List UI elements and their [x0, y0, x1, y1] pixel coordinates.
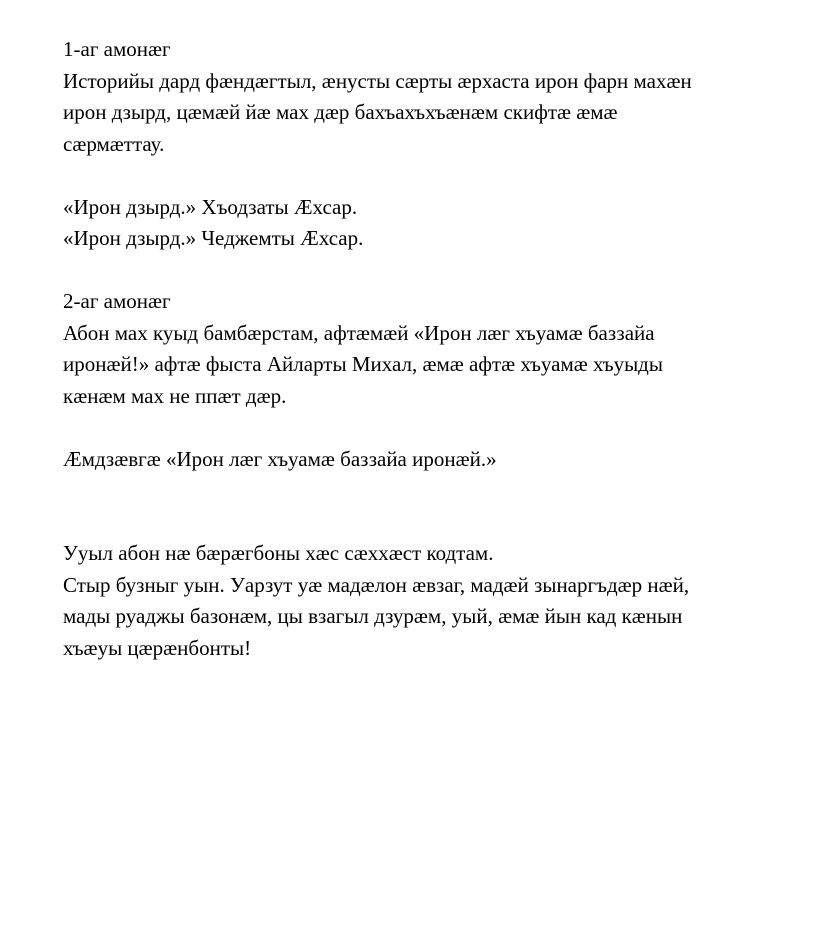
closing-line: хъæуы цæрæнбонты!: [63, 635, 252, 660]
closing-line: Стыр бузныг уын. Уарзут уæ мадæлон æвзаг, мадæй зынаргъдæр нæй,: [63, 572, 690, 597]
section-1-line: Историйы дард фæндæгтыл, æнусты сæрты æрхаста ирон фарн махæн: [63, 68, 692, 93]
blank-line: [63, 412, 803, 444]
section-1-line: сæрмæттау.: [63, 131, 165, 156]
section-2-line: иронæй!» афтæ фыста Айларты Михал, æмæ афтæ хъуамæ хъуыды: [63, 352, 663, 376]
motto-line: Æмдзæвгæ «Ирон лæг хъуамæ баззайа иронæй.»: [63, 446, 497, 471]
closing-line: мады руаджы базонæм, цы взагыл дзурæм, уый, æмæ йын кад кæнын: [63, 604, 683, 628]
section-2-line: кæнæм мах не ппæт дæр.: [63, 383, 287, 408]
section-2-heading: 2-аг амонæг: [63, 289, 171, 313]
section-1-line: ирон дзырд, цæмæй йæ мах дæр бахъахъхъæнæм скифтæ æмæ: [63, 100, 618, 124]
blank-line: [63, 475, 803, 507]
document-page: [63, 34, 803, 664]
blank-line: [63, 160, 803, 192]
quote-line: «Ирон дзырд.» Хъодзаты Æхсар.: [63, 194, 358, 219]
blank-line: [63, 507, 803, 539]
section-1-heading: 1-аг амонæг: [63, 37, 171, 61]
section-2-line: Абон мах куыд бамбæрстам, афтæмæй «Ирон лæг хъуамæ баззайа: [63, 320, 655, 345]
quote-line: «Ирон дзырд.» Чеджемты Æхсар.: [63, 226, 364, 250]
blank-line: [63, 255, 803, 287]
closing-line: Ууыл абон нæ бæрæгбоны хæс сæххæст кодтам.: [63, 541, 494, 565]
